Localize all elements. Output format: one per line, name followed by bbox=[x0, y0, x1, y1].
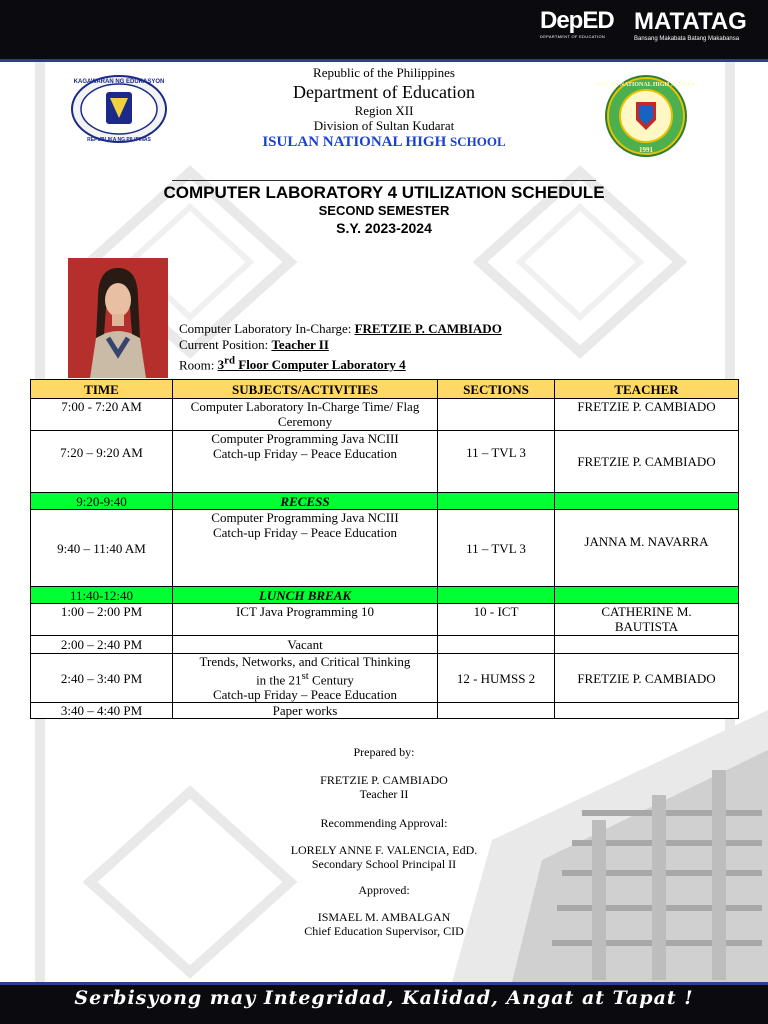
recess-row bbox=[31, 493, 739, 510]
matatag-logo-subtext: Bansang Makabata Batang Makabansa bbox=[634, 36, 740, 42]
lunch-row bbox=[31, 587, 739, 604]
deped-logo bbox=[540, 8, 614, 39]
title-semester: SECOND SEMESTER bbox=[318, 203, 450, 218]
title-school-year: S.Y. 2023-2024 bbox=[336, 220, 432, 236]
teacher-cell: FRETZIE P. CAMBIADO bbox=[555, 431, 739, 493]
teacher-cell bbox=[555, 636, 739, 654]
school-name bbox=[200, 133, 568, 151]
time-cell: 7:20 – 9:20 AM bbox=[31, 431, 173, 493]
teacher-cell bbox=[555, 703, 739, 719]
teacher-line: BAUTISTA bbox=[614, 619, 679, 634]
break-label: LUNCH BREAK bbox=[173, 587, 438, 604]
approved-label: Approved: bbox=[358, 883, 410, 897]
time-cell: 2:00 – 2:40 PM bbox=[31, 636, 173, 654]
document-header bbox=[200, 65, 568, 151]
table-row bbox=[31, 510, 739, 587]
time-cell: 3:40 – 4:40 PM bbox=[31, 703, 173, 719]
subject-cell: Paper works bbox=[173, 703, 438, 719]
teacher-cell: JANNA M. NAVARRA bbox=[555, 510, 739, 587]
subject-cell bbox=[173, 399, 438, 431]
footer-motto: Serbisyong may Integridad, Kalidad, Angat at Tapat ! bbox=[74, 987, 694, 1009]
department-line: Department of Education bbox=[293, 82, 475, 102]
time-cell: 2:40 – 3:40 PM bbox=[31, 654, 173, 703]
subject-line-sup: st bbox=[301, 670, 309, 682]
school-building-image bbox=[452, 690, 768, 982]
school-seal-year: 1991 bbox=[639, 146, 653, 154]
title-divider bbox=[172, 180, 596, 181]
school-seal-icon bbox=[595, 74, 697, 158]
deped-logo-text: DepED bbox=[540, 7, 614, 34]
subject-cell: ICT Java Programming 10 bbox=[173, 604, 438, 636]
table-header-row bbox=[31, 380, 739, 399]
section-cell: 12 - HUMSS 2 bbox=[438, 654, 555, 703]
subject-line-post: Century bbox=[308, 672, 354, 688]
header-teacher: TEACHER bbox=[555, 380, 739, 399]
approved-name: ISMAEL M. AMBALGAN bbox=[317, 910, 451, 924]
matatag-logo bbox=[634, 9, 747, 42]
prepared-by-label: Prepared by: bbox=[353, 745, 415, 759]
deped-seal-top-text: KAGAWARAN NG EDUKASYON bbox=[73, 79, 165, 85]
prepared-by-name: FRETZIE P. CAMBIADO bbox=[320, 773, 448, 787]
school-name-main: ISULAN NATIONAL HIGH bbox=[262, 134, 451, 150]
republic-line: Republic of the Philippines bbox=[313, 65, 455, 80]
deped-seal-bottom-text: REPUBLIKA NG PILIPINAS bbox=[87, 137, 151, 143]
teacher-line: CATHERINE M. bbox=[601, 604, 692, 619]
subject-cell bbox=[173, 510, 438, 587]
subject-line: Trends, Networks, and Critical Thinking bbox=[199, 654, 411, 669]
position-value: Teacher II bbox=[271, 337, 329, 352]
table-row bbox=[31, 654, 739, 703]
table-row bbox=[31, 399, 739, 431]
document-title bbox=[0, 183, 768, 238]
approved-title: Chief Education Supervisor, CID bbox=[304, 924, 464, 938]
header-subjects: SUBJECTS/ACTIVITIES bbox=[173, 380, 438, 399]
subject-cell: Vacant bbox=[173, 636, 438, 654]
header-sections: SECTIONS bbox=[438, 380, 555, 399]
recommending-name: LORELY ANNE F. VALENCIA, EdD. bbox=[290, 843, 478, 857]
empty-cell bbox=[555, 493, 739, 510]
subject-line: Catch-up Friday – Peace Education bbox=[212, 446, 398, 461]
empty-cell bbox=[438, 493, 555, 510]
school-seal-ring-text: ISULAN NATIONAL HIGH SCHOOL bbox=[595, 82, 697, 88]
position-label: Current Position: bbox=[179, 337, 272, 352]
recommending-title: Secondary School Principal II bbox=[311, 857, 457, 871]
time-cell: 7:00 - 7:20 AM bbox=[31, 399, 173, 431]
incharge-label: Computer Laboratory In-Charge: bbox=[179, 321, 355, 336]
room-floor-rest: Floor Computer Laboratory 4 bbox=[235, 357, 406, 373]
section-cell bbox=[438, 636, 555, 654]
time-cell: 11:40-12:40 bbox=[31, 587, 173, 604]
matatag-logo-text: MATATAG bbox=[634, 8, 747, 35]
room-floor-number: 3 bbox=[217, 357, 225, 373]
time-cell: 9:40 – 11:40 AM bbox=[31, 510, 173, 587]
prepared-by-title: Teacher II bbox=[359, 787, 409, 801]
subject-cell bbox=[173, 431, 438, 493]
incharge-name: FRETZIE P. CAMBIADO bbox=[354, 321, 502, 336]
position-line bbox=[179, 337, 502, 353]
recommending-label: Recommending Approval: bbox=[320, 816, 448, 830]
subject-line: Computer Programming Java NCIII bbox=[211, 510, 399, 525]
subject-cell bbox=[173, 654, 438, 703]
teacher-cell bbox=[555, 604, 739, 636]
time-cell: 1:00 – 2:00 PM bbox=[31, 604, 173, 636]
division-line: Division of Sultan Kudarat bbox=[313, 118, 455, 133]
empty-cell bbox=[438, 587, 555, 604]
section-cell bbox=[438, 703, 555, 719]
break-label: RECESS bbox=[173, 493, 438, 510]
teacher-cell: FRETZIE P. CAMBIADO bbox=[555, 654, 739, 703]
region-line: Region XII bbox=[354, 103, 414, 118]
table-row bbox=[31, 636, 739, 654]
subject-line: Ceremony bbox=[277, 414, 333, 429]
subject-line: Catch-up Friday – Peace Education bbox=[212, 687, 398, 703]
incharge-info bbox=[179, 321, 502, 373]
room-label: Room: bbox=[179, 357, 218, 373]
table-row bbox=[31, 703, 739, 719]
deped-logo-subtext: DEPARTMENT OF EDUCATION bbox=[540, 34, 606, 39]
section-cell: 10 - ICT bbox=[438, 604, 555, 636]
table-row bbox=[31, 604, 739, 636]
incharge-line bbox=[179, 321, 502, 337]
title-main: COMPUTER LABORATORY 4 UTILIZATION SCHEDULE bbox=[163, 183, 605, 202]
subject-line bbox=[176, 669, 434, 687]
room-floor-suffix: rd bbox=[224, 355, 235, 367]
header-time: TIME bbox=[31, 380, 173, 399]
school-name-end: SCHOOL bbox=[450, 134, 506, 149]
schedule-table bbox=[30, 379, 739, 719]
room-value bbox=[218, 357, 406, 372]
empty-cell bbox=[555, 587, 739, 604]
teacher-cell: FRETZIE P. CAMBIADO bbox=[555, 399, 739, 431]
subject-line: Computer Programming Java NCIII bbox=[211, 431, 399, 446]
section-cell bbox=[438, 399, 555, 431]
time-cell: 9:20-9:40 bbox=[31, 493, 173, 510]
incharge-photo bbox=[68, 258, 168, 378]
room-line bbox=[179, 353, 502, 373]
deped-seal-icon bbox=[70, 74, 168, 144]
table-row bbox=[31, 431, 739, 493]
section-cell: 11 – TVL 3 bbox=[438, 510, 555, 587]
section-cell: 11 – TVL 3 bbox=[438, 431, 555, 493]
subject-line-pre: in the 21 bbox=[256, 672, 302, 688]
subject-line: Catch-up Friday – Peace Education bbox=[212, 525, 398, 540]
subject-line: Computer Laboratory In-Charge Time/ Flag bbox=[190, 399, 420, 414]
